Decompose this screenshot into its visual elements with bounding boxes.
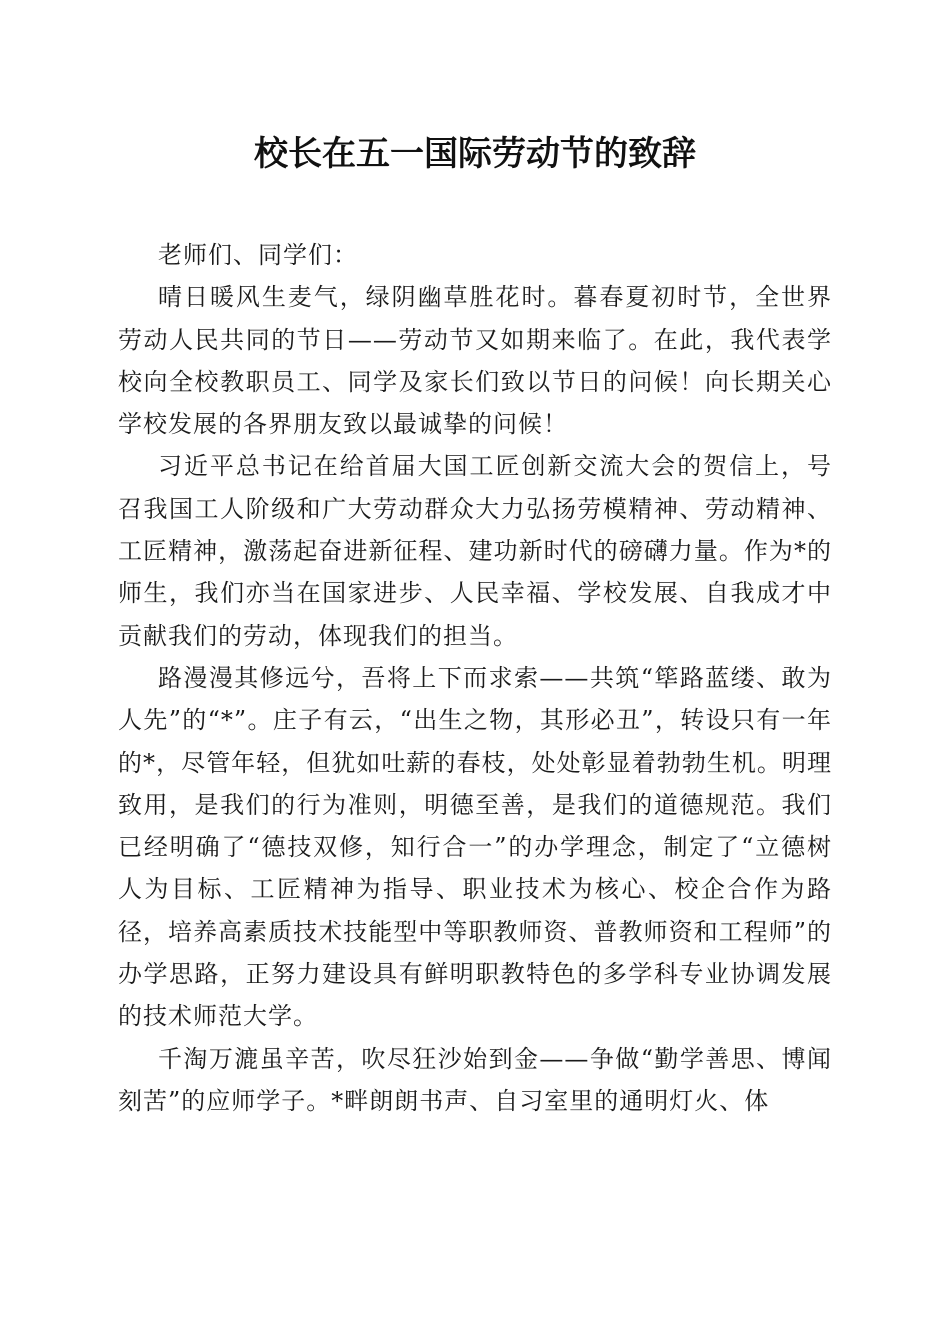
paragraph-1: 晴日暖风生麦气，绿阴幽草胜花时。暮春夏初时节，全世界劳动人民共同的节日——劳动节又如期来临了。在此，我代表学校向全校教职员工、同学及家长们致以节日的问候！向长期关心学校发展的各界朋友致以最诚挚的问候！ <box>118 283 832 439</box>
salutation: 老师们、同学们： <box>158 241 358 269</box>
document-body <box>118 234 832 1122</box>
paragraph-3: 路漫漫其修远兮，吾将上下而求索——共筑“筚路蓝缕、敢为人先”的“*”。庄子有云，“出生之物，其形必丑”，转设只有一年的*，尽管年轻，但犹如吐薪的春枝，处处彰显着勃勃生机。明理致用，是我们的行为准则，明德至善，是我们的道德规范。我们已经明确了“德技双修，知行合一”的办学理念，制定了“立德树人为目标、工匠精神为指导、职业技术为核心、校企合作为路径，培养高素质技术技能型中等职教师资、普教师资和工程师”的办学思路，正努力建设具有鲜明职教特色的多学科专业协调发展的技术师范大学。 <box>118 663 832 1031</box>
paragraph-2: 习近平总书记在给首届大国工匠创新交流大会的贺信上，号召我国工人阶级和广大劳动群众大力弘扬劳模精神、劳动精神、工匠精神，激荡起奋进新征程、建功新时代的磅礴力量。作为*的师生，我们亦当在国家进步、人民幸福、学校发展、自我成才中贡献我们的劳动，体现我们的担当。 <box>118 452 832 650</box>
paragraph-4: 千淘万漉虽辛苦，吹尽狂沙始到金——争做“勤学善思、博闻刻苦”的应师学子。*畔朗朗书声、自习室里的通明灯火、体 <box>118 1044 832 1115</box>
document-title: 校长在五一国际劳动节的致辞 <box>254 134 696 174</box>
